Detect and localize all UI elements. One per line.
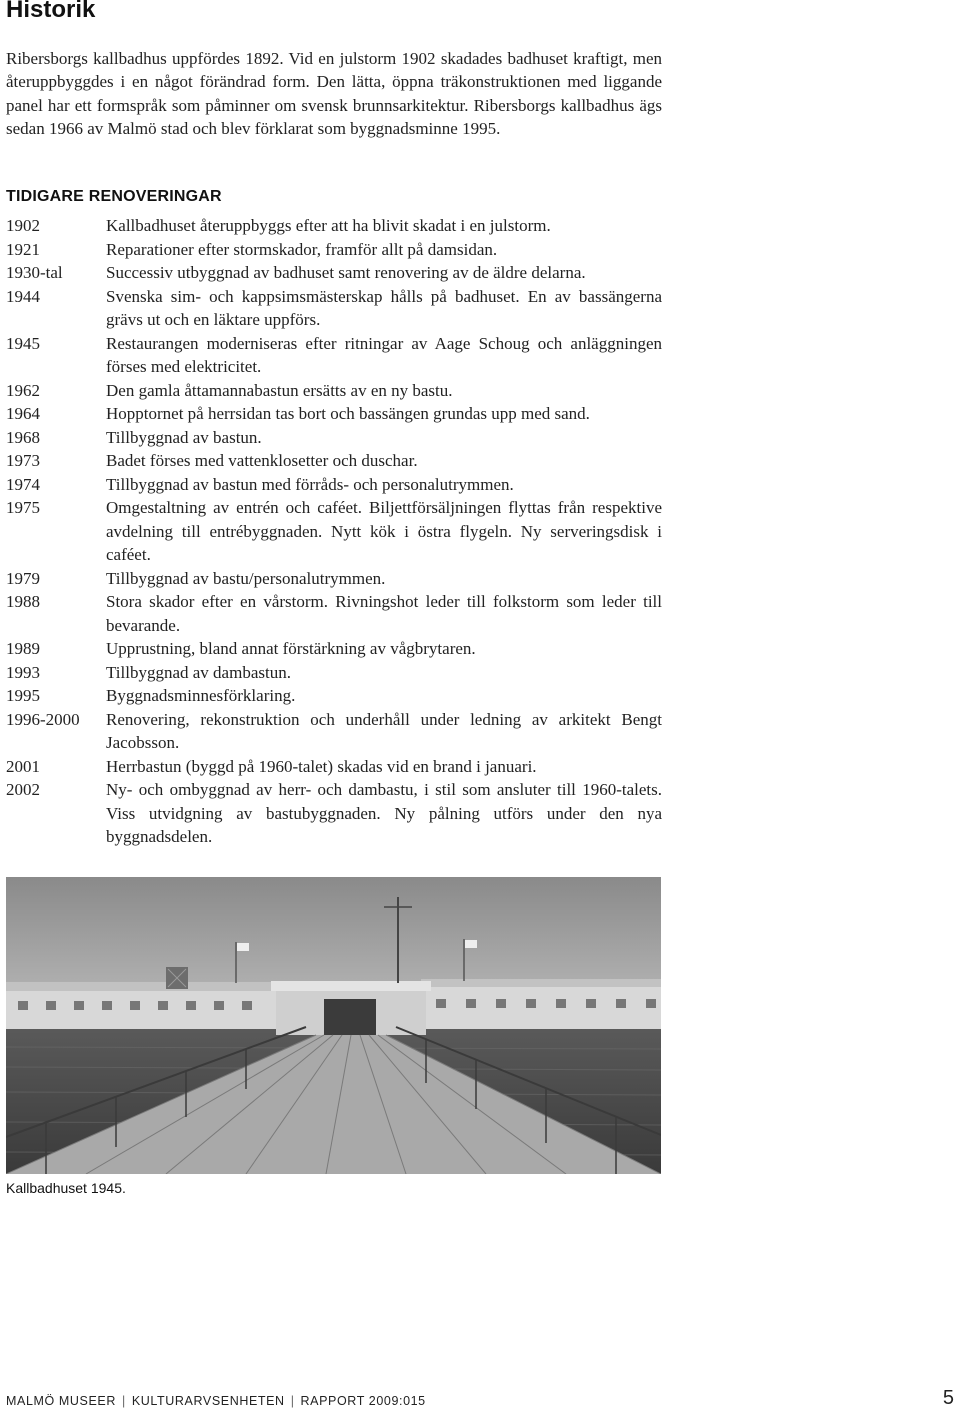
- timeline-entry: [6, 261, 662, 285]
- timeline-entry: [6, 214, 662, 238]
- timeline-year: 2002: [6, 780, 40, 799]
- timeline-year: 1968: [6, 427, 40, 447]
- timeline-year: 1973: [6, 451, 40, 470]
- timeline-description: Herrbastun (byggd på 1960-talet) skadas vid en brand i januari.: [106, 756, 537, 776]
- timeline-year: 1974: [6, 474, 40, 494]
- timeline-entry: [6, 778, 662, 849]
- timeline-year: 2001: [6, 756, 40, 776]
- timeline-description: Tillbyggnad av bastun med förråds- och personalutrymmen.: [106, 474, 514, 494]
- timeline-year: 1979: [6, 568, 40, 588]
- footer-unit: KULTURARVSENHETEN: [131, 1394, 285, 1408]
- timeline-description: Byggnadsminnesförklaring.: [106, 686, 296, 705]
- timeline-entry: [6, 755, 662, 779]
- timeline-description: Stora skador efter en vårstorm. Rivningshot leder till folkstorm som leder till bevarande.: [106, 592, 662, 635]
- footer-separator: |: [290, 1394, 295, 1408]
- timeline-entry: [6, 379, 662, 403]
- timeline-entry: [6, 708, 662, 755]
- timeline-entry: [6, 567, 662, 591]
- timeline-entry: [6, 684, 662, 708]
- timeline-year: 1921: [6, 239, 40, 259]
- timeline-description: Tillbyggnad av bastun.: [106, 427, 262, 447]
- timeline-entry: [6, 590, 662, 637]
- footer-org: MALMÖ MUSEER: [6, 1394, 116, 1408]
- timeline-year: 1995: [6, 686, 40, 705]
- timeline-year: 1962: [6, 380, 40, 400]
- timeline-description: Hopptornet på herrsidan tas bort och bassängen grundas upp med sand.: [106, 404, 590, 423]
- timeline-year: 1996-2000: [6, 709, 80, 729]
- timeline-year: 1975: [6, 498, 40, 517]
- timeline-entry: [6, 426, 662, 450]
- renovation-timeline: [6, 214, 662, 849]
- timeline-entry: [6, 402, 662, 426]
- timeline-year: 1945: [6, 333, 40, 353]
- timeline-year: 1989: [6, 639, 40, 658]
- timeline-entry: [6, 285, 662, 332]
- timeline-year: 1988: [6, 592, 40, 611]
- timeline-description: Kallbadhuset återuppbyggs efter att ha blivit skadat i en julstorm.: [106, 216, 551, 235]
- intro-paragraph: Ribersborgs kallbadhus uppfördes 1892. Vid en julstorm 1902 skadades badhuset kraftigt, men återuppbyggdes i en något förändrad form. Den lätta, öppna träkonstruktionen med liggande panel har ett formspråk som påminner om svensk brunnsarkitektur. Ribersborgs kallbadhus ägs sedan 1966 av Malmö stad och blev förklarat som byggnadsminne 1995.: [6, 49, 662, 138]
- timeline-entry: [6, 496, 662, 567]
- timeline-description: Tillbyggnad av dambastun.: [106, 662, 291, 682]
- timeline-year: 1993: [6, 662, 40, 682]
- page-number: 5: [942, 1387, 954, 1409]
- timeline-entry: [6, 661, 662, 685]
- section-heading: TIDIGARE RENOVERINGAR: [6, 188, 222, 205]
- timeline-entry: [6, 332, 662, 379]
- timeline-description: Omgestaltning av entrén och caféet. Biljettförsäljningen flyttas från respektive avdelning till entrébyggnaden. Nytt kök i östra flygeln. Ny serveringsdisk i caféet.: [106, 498, 662, 564]
- timeline-description: Den gamla åttamannabastun ersätts av en ny bastu.: [106, 380, 453, 400]
- timeline-description: Badet förses med vattenklosetter och duschar.: [106, 451, 418, 470]
- photo-caption: Kallbadhuset 1945.: [6, 1180, 126, 1196]
- page-footer: [6, 1394, 426, 1408]
- timeline-year: 1902: [6, 216, 40, 235]
- footer-report: RAPPORT 2009:015: [300, 1394, 426, 1408]
- timeline-year: 1964: [6, 404, 40, 423]
- timeline-description: Renovering, rekonstruktion och underhåll under ledning av arkitekt Bengt Jacobsson.: [106, 709, 662, 752]
- timeline-description: Successiv utbyggnad av badhuset samt renovering av de äldre delarna.: [106, 263, 586, 282]
- timeline-description: Restaurangen moderniseras efter ritningar av Aage Schoug och anläggningen förses med elektricitet.: [106, 333, 662, 376]
- timeline-year: 1944: [6, 286, 40, 306]
- timeline-description: Reparationer efter stormskador, framför allt på damsidan.: [106, 239, 498, 259]
- timeline-description: Ny- och ombyggnad av herr- och dambastu, i stil som ansluter till 1960-talets. Viss utvidgning av bastubyggnaden. Ny pålning utförs under den nya byggnadsdelen.: [106, 780, 662, 846]
- timeline-entry: [6, 473, 662, 497]
- timeline-description: Svenska sim- och kappsimsmästerskap hålls på badhuset. En av bassängerna grävs ut och en läktare uppförs.: [106, 286, 662, 329]
- footer-separator: |: [122, 1394, 126, 1408]
- timeline-entry: [6, 449, 662, 473]
- timeline-year: 1930-tal: [6, 263, 63, 282]
- timeline-description: Upprustning, bland annat förstärkning av vågbrytaren.: [106, 639, 476, 658]
- page-heading: Historik: [6, 0, 96, 23]
- timeline-entry: [6, 637, 662, 661]
- timeline-entry: [6, 238, 662, 262]
- timeline-description: Tillbyggnad av bastu/personalutrymmen.: [106, 568, 386, 588]
- historical-photo: [6, 877, 661, 1174]
